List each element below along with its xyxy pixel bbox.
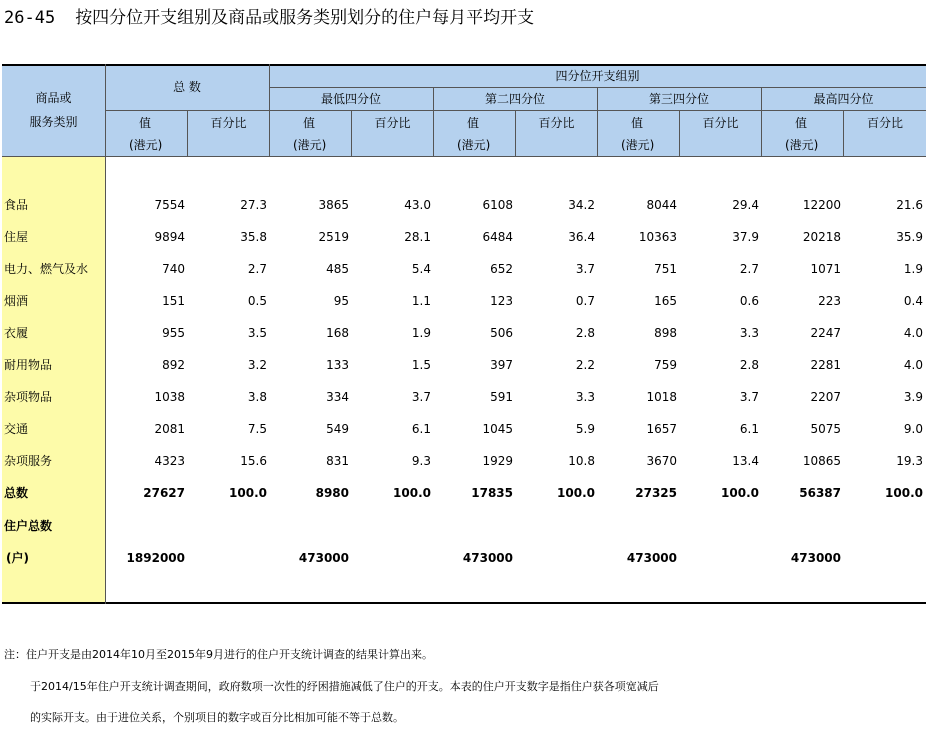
table-cell: 10865 [802, 454, 841, 468]
row-label: 电力、燃气及水 [4, 262, 89, 276]
table-cell: 10363 [638, 230, 677, 244]
table-cell: 1038 [154, 390, 185, 404]
households-third-quartile: 473000 [626, 551, 677, 565]
table-cell: 955 [162, 326, 185, 340]
table-cell: 10.8 [568, 454, 595, 468]
table-cell: 4.0 [903, 326, 923, 340]
table-cell: 19.3 [896, 454, 923, 468]
header-bottom-rule [2, 156, 926, 157]
table-cell: 759 [654, 358, 677, 372]
category-header-line2: 服务类别 [29, 115, 78, 129]
table-cell: 2.8 [739, 358, 759, 372]
row-label: 食品 [4, 198, 29, 212]
table-cell: 3.3 [739, 326, 759, 340]
table-cell: 8044 [646, 198, 677, 212]
table-cell: 2207 [810, 390, 841, 404]
table-cell: 1.9 [411, 326, 431, 340]
table-cell: 0.5 [247, 294, 267, 308]
row-label: 杂项物品 [4, 390, 53, 404]
households-highest-quartile: 473000 [790, 551, 841, 565]
row-label: 住屋 [4, 230, 29, 244]
table-cell: 9894 [154, 230, 185, 244]
households-unit-label: (户) [6, 551, 29, 565]
table-cell: 652 [490, 262, 513, 276]
table-cell: 2.2 [575, 358, 595, 372]
table-cell: 3.2 [247, 358, 267, 372]
table-cell: 165 [654, 294, 677, 308]
table-cell: 3.7 [739, 390, 759, 404]
table-cell: 27627 [143, 486, 185, 500]
table-cell: 2.7 [247, 262, 267, 276]
table-cell: 3.5 [247, 326, 267, 340]
table-cell: 15.6 [240, 454, 267, 468]
table-cell: 20218 [802, 230, 841, 244]
table-cell: 13.4 [732, 454, 759, 468]
table-top-border [2, 64, 926, 66]
table-cell: 3.3 [575, 390, 595, 404]
value-header: 值 [795, 116, 808, 130]
table-cell: 168 [326, 326, 349, 340]
row-label: 衣履 [4, 326, 29, 340]
table-cell: 3670 [646, 454, 677, 468]
category-header-line1: 商品或 [35, 91, 72, 105]
table-cell: 37.9 [732, 230, 759, 244]
table-cell: 485 [326, 262, 349, 276]
second-quartile-header: 第二四分位 [484, 92, 545, 106]
households-lowest-quartile: 473000 [298, 551, 349, 565]
table-cell: 100.0 [229, 486, 267, 500]
third-quartile-header: 第三四分位 [648, 92, 709, 106]
households-total: 1892000 [126, 551, 185, 565]
table-cell: 1045 [482, 422, 513, 436]
percent-header: 百分比 [702, 116, 739, 130]
table-cell: 7554 [154, 198, 185, 212]
households-second-quartile: 473000 [462, 551, 513, 565]
table-cell: 6.1 [739, 422, 759, 436]
table-cell: 1071 [810, 262, 841, 276]
table-number: 26-45 [4, 8, 56, 28]
table-cell: 34.2 [568, 198, 595, 212]
table-cell: 56387 [799, 486, 841, 500]
table-cell: 506 [490, 326, 513, 340]
total-header: 总 数 [173, 80, 201, 94]
table-cell: 334 [326, 390, 349, 404]
table-cell: 0.6 [739, 294, 759, 308]
table-cell: 2.7 [739, 262, 759, 276]
table-cell: 0.7 [575, 294, 595, 308]
table-cell: 28.1 [404, 230, 431, 244]
table-cell: 2247 [810, 326, 841, 340]
table-cell: 892 [162, 358, 185, 372]
table-cell: 2081 [154, 422, 185, 436]
table-cell: 831 [326, 454, 349, 468]
table-cell: 100.0 [393, 486, 431, 500]
table-cell: 591 [490, 390, 513, 404]
table-cell: 123 [490, 294, 513, 308]
table-cell: 549 [326, 422, 349, 436]
table-cell: 35.9 [896, 230, 923, 244]
table-cell: 1.5 [411, 358, 431, 372]
table-cell: 133 [326, 358, 349, 372]
table-cell: 1657 [646, 422, 677, 436]
percent-header: 百分比 [538, 116, 575, 130]
table-cell: 4.0 [903, 358, 923, 372]
row-label: 耐用物品 [4, 358, 53, 372]
table-cell: 740 [162, 262, 185, 276]
row-label: 总数 [4, 486, 29, 500]
table-cell: 1929 [482, 454, 513, 468]
value-header: 值 [467, 116, 480, 130]
table-cell: 9.0 [903, 422, 923, 436]
table-cell: 6484 [482, 230, 513, 244]
table-cell: 5075 [810, 422, 841, 436]
table-cell: 9.3 [411, 454, 431, 468]
table-cell: 3.9 [903, 390, 923, 404]
table-cell: 27325 [635, 486, 677, 500]
table-cell: 0.4 [903, 294, 923, 308]
table-cell: 12200 [802, 198, 841, 212]
table-cell: 21.6 [896, 198, 923, 212]
table-cell: 4323 [154, 454, 185, 468]
table-cell: 7.5 [247, 422, 267, 436]
table-cell: 2.8 [575, 326, 595, 340]
table-cell: 95 [333, 294, 349, 308]
table-cell: 3865 [318, 198, 349, 212]
value-header: 值 [631, 116, 644, 130]
table-cell: 397 [490, 358, 513, 372]
table-cell: 3.8 [247, 390, 267, 404]
row-label: 烟酒 [4, 294, 29, 308]
table-cell: 100.0 [721, 486, 759, 500]
expenditure-table [2, 64, 926, 604]
table-cell: 751 [654, 262, 677, 276]
table-cell: 36.4 [568, 230, 595, 244]
note-line-3: 的实际开支。由于进位关系，个别项目的数字或百分比相加可能不等于总数。 [30, 711, 404, 724]
quartile-group-header: 四分位开支组别 [555, 69, 640, 83]
percent-header: 百分比 [374, 116, 411, 130]
table-cell: 8980 [315, 486, 349, 500]
table-cell: 2519 [318, 230, 349, 244]
highest-quartile-header: 最高四分位 [813, 92, 874, 106]
unit-header: (港元) [129, 138, 163, 152]
table-cell: 29.4 [732, 198, 759, 212]
percent-header: 百分比 [210, 116, 247, 130]
table-title: 按四分位开支组别及商品或服务类别划分的住户每月平均开支 [75, 8, 535, 28]
table-cell: 151 [162, 294, 185, 308]
row-label: 杂项服务 [4, 454, 53, 468]
table-cell: 5.9 [575, 422, 595, 436]
lowest-quartile-header: 最低四分位 [320, 92, 381, 106]
value-header: 值 [139, 116, 152, 130]
unit-header: (港元) [293, 138, 327, 152]
table-cell: 1.1 [411, 294, 431, 308]
unit-header: (港元) [785, 138, 819, 152]
note-line-2: 于2014/15年住户开支统计调查期间，政府数项一次性的纾困措施减低了住户的开支。本表的住户开支数字是指住户获各项宽减后 [30, 680, 659, 693]
page-title [4, 6, 534, 30]
table-cell: 17835 [471, 486, 513, 500]
households-label: 住户总数 [4, 519, 53, 533]
table-cell: 6.1 [411, 422, 431, 436]
row-label: 交通 [4, 422, 29, 436]
unit-header: (港元) [457, 138, 491, 152]
unit-header: (港元) [621, 138, 655, 152]
table-cell: 100.0 [885, 486, 923, 500]
table-cell: 35.8 [240, 230, 267, 244]
table-cell: 27.3 [240, 198, 267, 212]
value-header: 值 [303, 116, 316, 130]
table-cell: 3.7 [411, 390, 431, 404]
note-line-1: 注：住户开支是由2014年10月至2015年9月进行的住户开支统计调查的结果计算出来。 [4, 648, 433, 661]
percent-header: 百分比 [866, 116, 903, 130]
table-cell: 1018 [646, 390, 677, 404]
table-cell: 43.0 [404, 198, 431, 212]
category-column-background [2, 156, 105, 604]
table-cell: 1.9 [903, 262, 923, 276]
table-cell: 6108 [482, 198, 513, 212]
table-cell: 100.0 [557, 486, 595, 500]
table-cell: 2281 [810, 358, 841, 372]
table-cell: 223 [818, 294, 841, 308]
table-cell: 898 [654, 326, 677, 340]
table-cell: 5.4 [411, 262, 431, 276]
table-bottom-border [2, 602, 926, 604]
table-cell: 3.7 [575, 262, 595, 276]
